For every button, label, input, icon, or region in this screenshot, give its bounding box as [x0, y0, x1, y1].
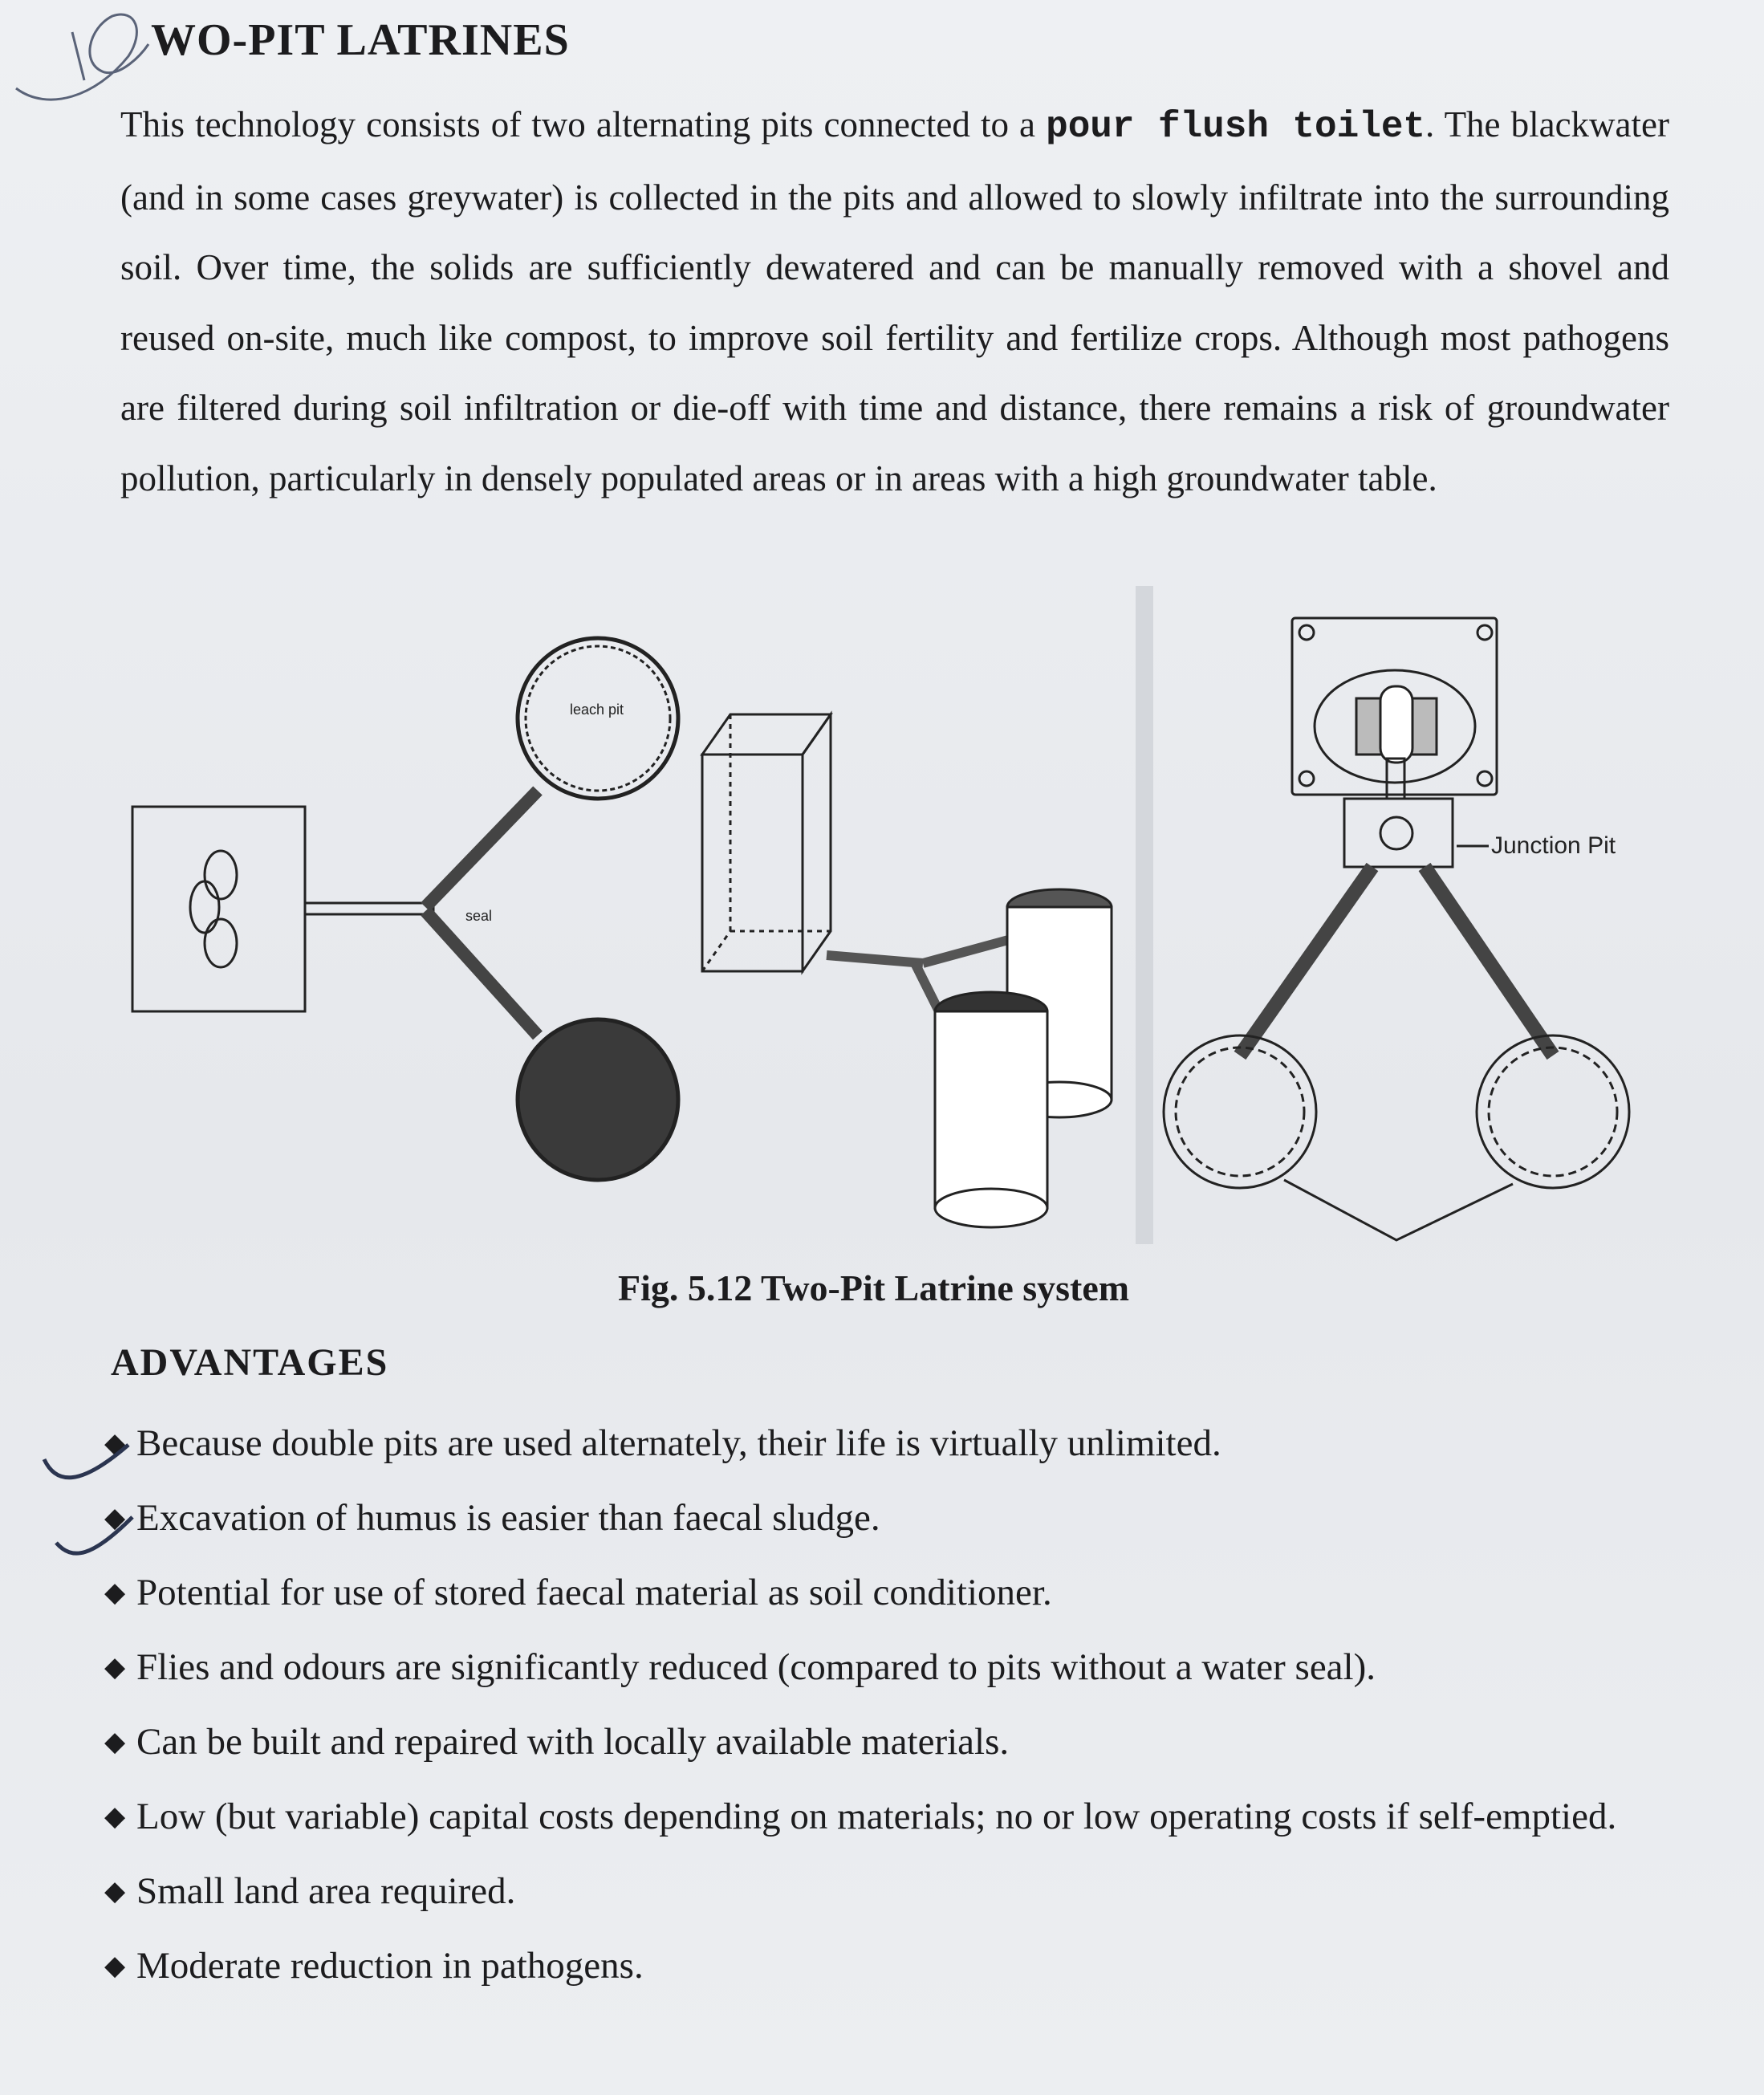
advantage-text: Excavation of humus is easier than faecal sludge.	[136, 1497, 880, 1539]
outlet-pipe	[305, 903, 433, 914]
label-seal: seal	[465, 908, 493, 924]
label-junction-pit: Junction Pit	[1491, 832, 1616, 859]
bullet-diamond-icon: ◆	[104, 1802, 126, 1832]
advantage-item	[104, 1929, 1677, 2003]
pit-left-plan	[1164, 1035, 1316, 1188]
intro-bold-term: pour flush toilet	[1046, 106, 1426, 148]
brick-pit-front	[935, 992, 1047, 1227]
advantage-text: Moderate reduction in pathogens.	[136, 1945, 644, 1987]
pipe-to-full-pit	[425, 911, 538, 1035]
pit-right-plan	[1477, 1035, 1629, 1188]
advantage-item	[104, 1854, 1677, 1929]
figure-caption: Fig. 5.12 Two-Pit Latrine system	[618, 1267, 1130, 1308]
advantage-item	[104, 1481, 1677, 1556]
leach-pit-circle	[518, 638, 678, 799]
advantage-item	[104, 1780, 1677, 1854]
advantage-item	[104, 1406, 1677, 1481]
bullet-diamond-icon: ◆	[104, 1727, 126, 1757]
superstructure-box	[702, 714, 831, 971]
advantage-text: Low (but variable) capital costs depending on materials; no or low operating costs if self-emptied.	[136, 1796, 1617, 1837]
leach-pit-inner-ring	[526, 646, 670, 791]
advantage-text: Potential for use of stored faecal material as soil conditioner.	[136, 1572, 1052, 1613]
advantage-text: Small land area required.	[136, 1870, 516, 1912]
pen-check-marks	[0, 0, 241, 1605]
check-mark-icon	[56, 1517, 132, 1553]
advantage-item	[104, 1556, 1677, 1630]
pipe-3d-a	[827, 955, 923, 963]
bullet-diamond-icon: ◆	[104, 1951, 126, 1981]
two-pit-latrine-figure	[120, 586, 1661, 1252]
bullet-diamond-icon: ◆	[104, 1653, 126, 1682]
junction-pipe-left	[1240, 867, 1372, 1056]
advantage-text: Flies and odours are significantly reduced (compared to pits without a water seal).	[136, 1646, 1376, 1688]
figure-separator	[1136, 586, 1153, 1244]
pipe-3d-b	[923, 939, 1011, 963]
junction-pit	[1344, 799, 1453, 867]
full-pit-circle	[518, 1019, 678, 1180]
advantage-text: Because double pits are used alternately, their life is virtually unlimited.	[136, 1422, 1221, 1464]
check-mark-icon	[44, 1445, 128, 1478]
advantage-item	[104, 1630, 1677, 1705]
pipe-3d-c	[915, 963, 939, 1011]
bullet-diamond-icon: ◆	[104, 1578, 126, 1608]
intro-text-start: This technology consists of two alternating pits connected to a	[120, 104, 1047, 144]
junction-pipe-right	[1425, 867, 1553, 1056]
intro-paragraph	[120, 90, 1669, 514]
section-heading: WO-PIT LATRINES	[151, 15, 570, 65]
label-leach-pit: leach pit	[570, 702, 624, 718]
bullet-diamond-icon: ◆	[104, 1503, 126, 1533]
bullet-diamond-icon: ◆	[104, 1429, 126, 1458]
advantages-heading: ADVANTAGES	[111, 1341, 389, 1384]
pipe-to-leach-pit	[425, 791, 538, 907]
intro-text-end: . The blackwater (and in some cases greywater) is collected in the pits and allowed to slowly infiltrate into the surrounding soil. Over time, the solids are sufficiently dewatered and can be manually removed with a shovel and reused on-site, much like compost, to improve soil fertility and fertilize crops. Although most pathogens are filtered during soil infiltration or die-off with time and distance, there remains a risk of groundwater pollution, particularly in densely populated areas or in areas with a high groundwater table.	[120, 104, 1669, 498]
advantage-item	[104, 1705, 1677, 1780]
advantage-text: Can be built and repaired with locally available materials.	[136, 1721, 1010, 1763]
advantages-list	[104, 1406, 1677, 2003]
bullet-diamond-icon: ◆	[104, 1877, 126, 1906]
